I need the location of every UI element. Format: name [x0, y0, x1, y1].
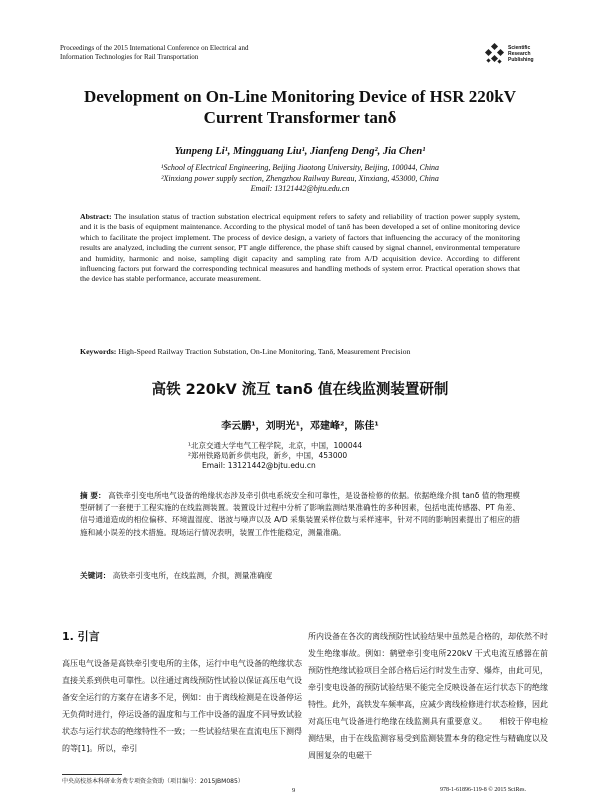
chinese-title: 高铁 220kV 流互 tanδ 值在线监测装置研制	[151, 382, 449, 398]
abstract-text: The insulation status of traction substation electrical equipment refers to safety and reliability of traction power supply system, and it is the basis of equipment maintenance. According to the physical model of tanδ has been developed a set of online monitoring device which to facilitate the project implement. The process of device design, a variety of factors that influencing the accuracy of the monitoring results are analyzed, including the current sensor, PT angle difference, the phase shift caused by signal channel, environmental temperature and humidity, harmonic and noise, sampling digit capacity and sampling rate from A/D acquisition device. According to different influencing factors put forward the corresponding technical measures and handling methods of system error. Practical operation shows that the device has stable performance, accurate measurement.	[80, 212, 520, 284]
body-column-left: 高压电气设备是高铁牵引变电所的主体，运行中电气设备的绝缘状态直接关系到供电可靠性。以往通过离线预防性试验以保证高压电气设备安全运行的方案存在诸多不足，例如：由于离线检测是在设备停运无负荷时进行，停运设备的温度和与工作中设备的温度不同导致试验状态与运行状态的绝缘特性不一致；一些试验结果在直流电压下测得的等[1]。所以，牵引	[62, 659, 302, 753]
section-heading: 1. 引言	[62, 630, 100, 643]
footnote-divider	[62, 774, 122, 775]
affiliation-2: ²Xinxiang power supply section, Zhengzhou Railway Bureau, Xinxiang, 453000, China	[161, 173, 439, 183]
chinese-affiliations	[188, 441, 488, 471]
affiliation-1: ¹School of Electrical Engineering, Beijing Jiaotong University, Beijing, 100044, China	[160, 163, 440, 172]
footnote: 中央高校基本科研业务费专项资金资助（项目编号：2015JBM085）	[62, 778, 244, 785]
abstract-label: Abstract:	[80, 212, 112, 221]
paper-authors: Yunpeng Li¹, Mingguang Liu¹, Jianfeng Deng², Jia Chen¹	[174, 146, 426, 157]
keywords-text: High-Speed Railway Traction Substation, On-Line Monitoring, Tanδ, Measurement Precision	[118, 347, 411, 356]
proceedings-line-1: Proceedings of the 2015 International Conference on Electrical and	[60, 44, 249, 52]
chinese-abstract-label: 摘 要：	[80, 491, 106, 500]
chinese-abstract-text: 高铁牵引变电所电气设备的绝缘状态涉及牵引供电系统安全和可靠性，是设备检修的依据。依据绝缘介损 tanδ 值的物理模型研制了一套便于工程实施的在线监测装置。装置设计过程中分析了影响监测结果准确性的多种因素，包括电流传感器、PT 角差、信号通道造成的相位偏移、环境温湿度、谐波与噪声以及 A/D 采集装置采样位数与采样速率，针对不同的影响因素提出了相应的措施和减小误差的技术措施。现场运行情况表明，装置工作性能稳定，测量准确。	[80, 491, 520, 537]
chinese-affiliation-1: ¹北京交通大学电气工程学院，北京，中国，100044	[188, 441, 363, 450]
proceedings-line-2: Information Technologies for Rail Transportation	[60, 53, 199, 61]
keywords	[80, 347, 520, 357]
isbn-copyright: 978-1-61896-119-8 © 2015 SciRes.	[440, 787, 526, 793]
chinese-keywords-label: 关键词：	[80, 571, 111, 580]
author-email: Email: 13121442@bjtu.edu.cn	[250, 184, 350, 193]
body-column-right: 所内设备在各次的离线预防性试验结果中虽然是合格的，却依然不时发生绝缘事故。例如：鹤壁牵引变电所220kV 干式电流互感器在前预防性绝缘试验项目全部合格后运行时发生击穿、爆炸，由此可见，牵引变电设备的预防试验结果不能完全反映设备在运行状态下的绝缘特性。此外，高铁发车频率高，应减少离线检修进行状态检修，因此对高压电气设备进行绝缘在线监测具有重要意义。 相较于停电检测结果，由于在线监测容易受到监测装置本身的稳定性与精确度以及周围复杂的电磁干	[308, 632, 548, 760]
paper-title-line-1: Development on On-Line Monitoring Device of HSR 220kV	[83, 87, 517, 106]
paper-title-line-2: Current Transformer tanδ	[203, 108, 397, 127]
paper-title	[40, 86, 560, 128]
paper-affiliations	[40, 163, 560, 195]
chinese-keywords	[80, 570, 520, 581]
abstract	[80, 212, 520, 285]
keywords-label: Keywords:	[80, 347, 117, 356]
chinese-abstract	[80, 490, 520, 539]
chinese-affiliation-2: ²郑州铁路局新乡供电段，新乡，中国，453000	[188, 451, 348, 460]
chinese-email: Email: 13121442@bjtu.edu.cn	[202, 461, 316, 470]
chinese-authors: 李云鹏¹，刘明光¹，邓建峰²，陈佳¹	[221, 421, 379, 432]
publisher-name: Scientific Research Publishing	[508, 45, 534, 63]
publisher-logo	[484, 44, 564, 74]
page-number: 9	[292, 787, 296, 794]
chinese-keywords-text: 高铁牵引变电所，在线监测，介损，测量准确度	[112, 571, 273, 580]
proceedings-header	[60, 44, 360, 62]
publisher-logo-icon	[484, 44, 506, 66]
